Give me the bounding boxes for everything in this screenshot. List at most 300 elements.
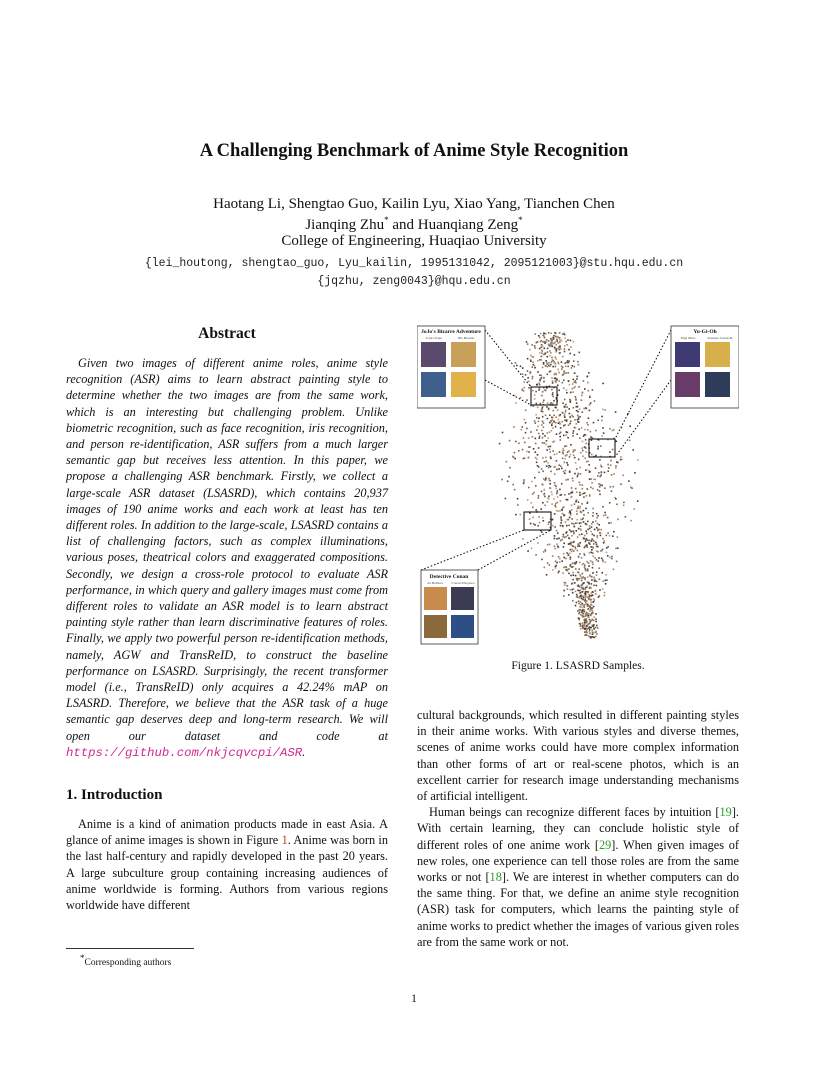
tsne-point bbox=[575, 462, 577, 464]
tsne-point bbox=[554, 377, 556, 379]
tsne-point bbox=[557, 546, 559, 548]
tsne-point bbox=[559, 489, 561, 491]
tsne-point bbox=[556, 530, 558, 532]
tsne-point bbox=[551, 491, 553, 493]
tsne-point bbox=[524, 419, 526, 421]
tsne-point bbox=[590, 600, 592, 602]
tsne-point bbox=[601, 485, 603, 487]
tsne-point bbox=[562, 458, 564, 460]
tsne-point bbox=[522, 367, 524, 369]
tsne-point bbox=[594, 580, 596, 582]
tsne-point bbox=[615, 498, 617, 500]
tsne-point bbox=[532, 366, 534, 368]
tsne-point bbox=[554, 526, 556, 528]
tsne-point bbox=[561, 468, 563, 470]
tsne-point bbox=[517, 498, 519, 500]
tsne-point bbox=[607, 555, 609, 557]
tsne-point bbox=[563, 595, 565, 597]
tsne-point bbox=[609, 557, 611, 559]
tsne-point bbox=[581, 399, 583, 401]
tsne-point bbox=[577, 475, 579, 477]
tsne-point bbox=[552, 569, 554, 571]
tsne-point bbox=[582, 615, 584, 617]
tsne-point bbox=[578, 586, 580, 588]
tsne-point bbox=[600, 529, 602, 531]
tsne-point bbox=[599, 579, 601, 581]
tsne-point bbox=[549, 431, 551, 433]
tsne-point bbox=[541, 491, 543, 493]
tsne-point bbox=[522, 449, 524, 451]
tsne-point bbox=[601, 420, 603, 422]
tsne-point bbox=[542, 502, 544, 504]
tsne-point bbox=[600, 474, 602, 476]
tsne-point bbox=[585, 595, 587, 597]
tsne-point bbox=[573, 533, 575, 535]
tsne-point bbox=[541, 377, 543, 379]
tsne-point bbox=[573, 450, 575, 452]
tsne-point bbox=[555, 358, 557, 360]
tsne-point bbox=[551, 341, 553, 343]
tsne-point bbox=[564, 362, 566, 364]
tsne-point bbox=[603, 542, 605, 544]
tsne-point bbox=[571, 523, 573, 525]
tsne-point bbox=[568, 424, 570, 426]
tsne-point bbox=[564, 351, 566, 353]
tsne-point bbox=[582, 456, 584, 458]
tsne-point bbox=[602, 588, 604, 590]
tsne-point bbox=[587, 429, 589, 431]
figure-ref-link[interactable]: 1 bbox=[281, 833, 288, 848]
tsne-point bbox=[552, 380, 554, 382]
tsne-point bbox=[596, 574, 598, 576]
tsne-point bbox=[560, 465, 562, 467]
tsne-point bbox=[525, 409, 527, 411]
tsne-point bbox=[534, 345, 536, 347]
tsne-point bbox=[600, 465, 602, 467]
tsne-point bbox=[549, 564, 551, 566]
tsne-point bbox=[592, 546, 594, 548]
tsne-point bbox=[574, 381, 576, 383]
tsne-point bbox=[570, 557, 572, 559]
tsne-point bbox=[605, 514, 607, 516]
tsne-point bbox=[551, 339, 553, 341]
tsne-point bbox=[576, 378, 578, 380]
tsne-point bbox=[555, 466, 557, 468]
tsne-point bbox=[595, 520, 597, 522]
tsne-point bbox=[546, 339, 548, 341]
tsne-point bbox=[562, 536, 564, 538]
tsne-point bbox=[601, 558, 603, 560]
tsne-point bbox=[585, 523, 587, 525]
tsne-point bbox=[569, 353, 571, 355]
tsne-point bbox=[555, 506, 557, 508]
tsne-point bbox=[591, 576, 593, 578]
tsne-point bbox=[561, 509, 563, 511]
tsne-point bbox=[612, 430, 614, 432]
tsne-point bbox=[585, 587, 587, 589]
tsne-point bbox=[592, 572, 594, 574]
tsne-point bbox=[529, 512, 531, 514]
tsne-point bbox=[589, 626, 591, 628]
tsne-point bbox=[585, 530, 587, 532]
svg-text:Jotaro Kujo: Jotaro Kujo bbox=[425, 336, 443, 340]
tsne-point bbox=[595, 618, 597, 620]
tsne-point bbox=[615, 465, 617, 467]
tsne-point bbox=[552, 403, 554, 405]
tsne-point bbox=[588, 635, 590, 637]
tsne-point bbox=[574, 526, 576, 528]
tsne-point bbox=[581, 606, 583, 608]
tsne-point bbox=[499, 443, 501, 445]
zoom-box-bottom bbox=[524, 512, 551, 530]
tsne-point bbox=[539, 522, 541, 524]
tsne-point bbox=[559, 436, 561, 438]
tsne-point bbox=[581, 557, 583, 559]
tsne-point bbox=[545, 457, 547, 459]
tsne-point bbox=[572, 589, 574, 591]
tsne-point bbox=[598, 472, 600, 474]
tsne-point bbox=[575, 399, 577, 401]
tsne-point bbox=[574, 354, 576, 356]
tsne-point bbox=[567, 464, 569, 466]
tsne-point bbox=[541, 395, 543, 397]
tsne-point bbox=[556, 543, 558, 545]
tsne-point bbox=[596, 585, 598, 587]
tsne-point bbox=[579, 609, 581, 611]
tsne-point bbox=[583, 514, 585, 516]
tsne-point bbox=[574, 457, 576, 459]
tsne-point bbox=[584, 618, 586, 620]
tsne-point bbox=[573, 341, 575, 343]
tsne-point bbox=[553, 337, 555, 339]
tsne-point bbox=[541, 424, 543, 426]
tsne-point bbox=[577, 505, 579, 507]
tsne-point bbox=[539, 348, 541, 350]
tsne-point bbox=[541, 347, 543, 349]
tsne-point bbox=[566, 406, 568, 408]
tsne-point bbox=[541, 344, 543, 346]
svg-text:Yugi Muto: Yugi Muto bbox=[680, 336, 696, 340]
tsne-point bbox=[585, 443, 587, 445]
tsne-point bbox=[552, 392, 554, 394]
tsne-point bbox=[583, 606, 585, 608]
tsne-point bbox=[567, 535, 569, 537]
tsne-point bbox=[570, 340, 572, 342]
author-zhu: Jianqing Zhu bbox=[305, 217, 385, 233]
tsne-point bbox=[532, 493, 534, 495]
tsne-point bbox=[524, 457, 526, 459]
tsne-point bbox=[567, 339, 569, 341]
tsne-point bbox=[560, 522, 562, 524]
tsne-point bbox=[548, 467, 550, 469]
tsne-point bbox=[583, 408, 585, 410]
tsne-point bbox=[539, 384, 541, 386]
tsne-point bbox=[559, 451, 561, 453]
tsne-point bbox=[543, 381, 545, 383]
tsne-point bbox=[568, 573, 570, 575]
tsne-point bbox=[597, 546, 599, 548]
tsne-point bbox=[555, 363, 557, 365]
tsne-point bbox=[572, 365, 574, 367]
citation-link[interactable]: 18 bbox=[489, 870, 502, 885]
tsne-point bbox=[544, 496, 546, 498]
tsne-point bbox=[541, 409, 543, 411]
tsne-point bbox=[565, 366, 567, 368]
tsne-point bbox=[560, 518, 562, 520]
tsne-point bbox=[535, 391, 537, 393]
tsne-point bbox=[532, 405, 534, 407]
tsne-point bbox=[625, 516, 627, 518]
tsne-point bbox=[520, 514, 522, 516]
tsne-point bbox=[541, 483, 543, 485]
tsne-point bbox=[576, 522, 578, 524]
tsne-point bbox=[578, 600, 580, 602]
tsne-point bbox=[589, 629, 591, 631]
tsne-point bbox=[521, 429, 523, 431]
tsne-point bbox=[514, 489, 516, 491]
tsne-point bbox=[543, 332, 545, 334]
tsne-point bbox=[576, 602, 578, 604]
tsne-point bbox=[552, 450, 554, 452]
tsne-point bbox=[571, 518, 573, 520]
tsne-point bbox=[587, 512, 589, 514]
tsne-point bbox=[569, 401, 571, 403]
tsne-point bbox=[583, 380, 585, 382]
tsne-point bbox=[577, 419, 579, 421]
tsne-point bbox=[582, 517, 584, 519]
tsne-point bbox=[528, 381, 530, 383]
tsne-point bbox=[563, 387, 565, 389]
tsne-point bbox=[534, 477, 536, 479]
tsne-point bbox=[554, 546, 556, 548]
tsne-point bbox=[546, 574, 548, 576]
tsne-point bbox=[587, 616, 589, 618]
tsne-point bbox=[530, 431, 532, 433]
github-link[interactable]: https://github.com/nkjcqvcpi/ASR bbox=[66, 745, 303, 760]
tsne-point bbox=[579, 542, 581, 544]
tsne-point bbox=[564, 415, 566, 417]
tsne-point bbox=[580, 628, 582, 630]
tsne-point bbox=[592, 625, 594, 627]
tsne-point bbox=[556, 379, 558, 381]
tsne-point bbox=[602, 427, 604, 429]
tsne-point bbox=[593, 478, 595, 480]
tsne-point bbox=[597, 515, 599, 517]
tsne-point bbox=[567, 432, 569, 434]
tsne-point bbox=[552, 427, 554, 429]
tsne-point bbox=[581, 610, 583, 612]
tsne-point bbox=[611, 558, 613, 560]
tsne-point bbox=[560, 540, 562, 542]
tsne-point bbox=[578, 416, 580, 418]
tsne-point bbox=[565, 424, 567, 426]
tsne-point bbox=[579, 508, 581, 510]
tsne-point bbox=[564, 462, 566, 464]
tsne-point bbox=[550, 451, 552, 453]
tsne-point bbox=[591, 482, 593, 484]
tsne-point bbox=[592, 534, 594, 536]
tsne-point bbox=[550, 402, 552, 404]
tsne-point bbox=[599, 595, 601, 597]
tsne-point bbox=[572, 546, 574, 548]
tsne-point bbox=[527, 377, 529, 379]
tsne-point bbox=[576, 513, 578, 515]
tsne-point bbox=[587, 424, 589, 426]
tsne-point bbox=[577, 550, 579, 552]
tsne-point bbox=[580, 606, 582, 608]
tsne-point bbox=[550, 333, 552, 335]
tsne-point bbox=[609, 451, 611, 453]
tsne-point bbox=[598, 560, 600, 562]
figure-caption: Figure 1. LSASRD Samples. bbox=[511, 660, 645, 672]
tsne-point bbox=[589, 610, 591, 612]
tsne-point bbox=[542, 433, 544, 435]
tsne-point bbox=[560, 439, 562, 441]
tsne-point bbox=[543, 377, 545, 379]
tsne-point bbox=[575, 382, 577, 384]
tsne-point bbox=[584, 616, 586, 618]
tsne-point bbox=[555, 422, 557, 424]
tsne-point bbox=[595, 590, 597, 592]
tsne-point bbox=[573, 523, 575, 525]
tsne-point bbox=[569, 589, 571, 591]
tsne-point bbox=[584, 388, 586, 390]
tsne-point bbox=[578, 556, 580, 558]
tsne-point bbox=[501, 479, 503, 481]
tsne-point bbox=[530, 523, 532, 525]
tsne-point bbox=[588, 542, 590, 544]
tsne-point bbox=[589, 410, 591, 412]
tsne-point bbox=[605, 580, 607, 582]
tsne-point bbox=[580, 601, 582, 603]
tsne-point bbox=[633, 508, 635, 510]
tsne-point bbox=[564, 446, 566, 448]
tsne-point bbox=[566, 525, 568, 527]
tsne-point bbox=[580, 614, 582, 616]
tsne-point bbox=[588, 565, 590, 567]
tsne-point bbox=[548, 446, 550, 448]
tsne-point bbox=[583, 538, 585, 540]
tsne-point bbox=[554, 482, 556, 484]
tsne-point bbox=[586, 546, 588, 548]
tsne-point bbox=[602, 383, 604, 385]
tsne-point bbox=[532, 390, 534, 392]
tsne-point bbox=[554, 513, 556, 515]
tsne-point bbox=[572, 391, 574, 393]
tsne-point bbox=[533, 356, 535, 358]
tsne-point bbox=[515, 441, 517, 443]
tsne-point bbox=[566, 567, 568, 569]
tsne-point bbox=[567, 362, 569, 364]
tsne-point bbox=[576, 530, 578, 532]
tsne-point bbox=[536, 384, 538, 386]
tsne-point bbox=[604, 472, 606, 474]
citation-link[interactable]: 19 bbox=[719, 805, 732, 820]
tsne-point bbox=[557, 369, 559, 371]
tsne-point bbox=[578, 386, 580, 388]
tsne-point bbox=[574, 372, 576, 374]
tsne-point bbox=[537, 371, 539, 373]
tsne-point bbox=[533, 523, 535, 525]
tsne-point bbox=[573, 407, 575, 409]
tsne-point bbox=[565, 372, 567, 374]
tsne-point bbox=[524, 442, 526, 444]
tsne-point bbox=[527, 370, 529, 372]
tsne-point bbox=[566, 552, 568, 554]
tsne-point bbox=[550, 352, 552, 354]
intro-paragraph-2: Human beings can recognize different faces by intuition [19]. With certain learning, they can conclude holistic style of different roles of one anime work [29]. When given images of new roles, one experience can tell those roles are from the same works or not [18]. We are interest in whether computers can do the same thing. For that, we define an anime style recognition (ASR) task for computers, which learns the painting style of anime works to predict whether the images of various given roles are from the same work or not. bbox=[417, 805, 739, 949]
affiliation: College of Engineering, Huaqiao University bbox=[281, 233, 547, 249]
tsne-point bbox=[615, 467, 617, 469]
tsne-point bbox=[600, 532, 602, 534]
tsne-point bbox=[588, 598, 590, 600]
tsne-point bbox=[538, 383, 540, 385]
tsne-point bbox=[584, 565, 586, 567]
tsne-point bbox=[554, 454, 556, 456]
tsne-point bbox=[539, 437, 541, 439]
page-number: 1 bbox=[411, 991, 417, 1005]
tsne-point bbox=[602, 572, 604, 574]
tsne-point bbox=[545, 444, 547, 446]
tsne-point bbox=[585, 545, 587, 547]
tsne-point bbox=[621, 459, 623, 461]
tsne-point bbox=[583, 609, 585, 611]
tsne-point bbox=[590, 552, 592, 554]
tsne-point bbox=[587, 382, 589, 384]
tsne-point bbox=[555, 357, 557, 359]
tsne-point bbox=[613, 429, 615, 431]
tsne-point bbox=[587, 529, 589, 531]
tsne-point bbox=[592, 552, 594, 554]
tsne-point bbox=[581, 584, 583, 586]
tsne-point bbox=[542, 406, 544, 408]
tsne-point bbox=[584, 578, 586, 580]
tsne-point bbox=[547, 501, 549, 503]
tsne-point bbox=[595, 627, 597, 629]
tsne-point bbox=[582, 599, 584, 601]
tsne-point bbox=[581, 591, 583, 593]
tsne-point bbox=[543, 363, 545, 365]
tsne-point bbox=[515, 514, 517, 516]
tsne-point bbox=[570, 514, 572, 516]
tsne-point bbox=[562, 382, 564, 384]
tsne-point bbox=[589, 471, 591, 473]
tsne-point bbox=[581, 533, 583, 535]
tsne-point bbox=[623, 505, 625, 507]
tsne-point bbox=[611, 556, 613, 558]
tsne-point bbox=[595, 455, 597, 457]
citation-link[interactable]: 29 bbox=[598, 837, 612, 852]
tsne-point bbox=[588, 594, 590, 596]
tsne-point bbox=[573, 550, 575, 552]
tsne-point bbox=[588, 617, 590, 619]
tsne-point bbox=[562, 374, 564, 376]
tsne-point bbox=[579, 482, 581, 484]
tsne-point bbox=[553, 410, 555, 412]
tsne-point bbox=[537, 407, 539, 409]
tsne-point bbox=[550, 466, 552, 468]
tsne-point bbox=[575, 548, 577, 550]
tsne-point bbox=[570, 549, 572, 551]
tsne-point bbox=[591, 630, 593, 632]
tsne-point bbox=[564, 337, 566, 339]
tsne-point bbox=[565, 532, 567, 534]
tsne-point bbox=[539, 359, 541, 361]
tsne-point bbox=[597, 551, 599, 553]
anime-face-thumb bbox=[705, 372, 730, 397]
tsne-point bbox=[577, 361, 579, 363]
tsne-point bbox=[547, 418, 549, 420]
